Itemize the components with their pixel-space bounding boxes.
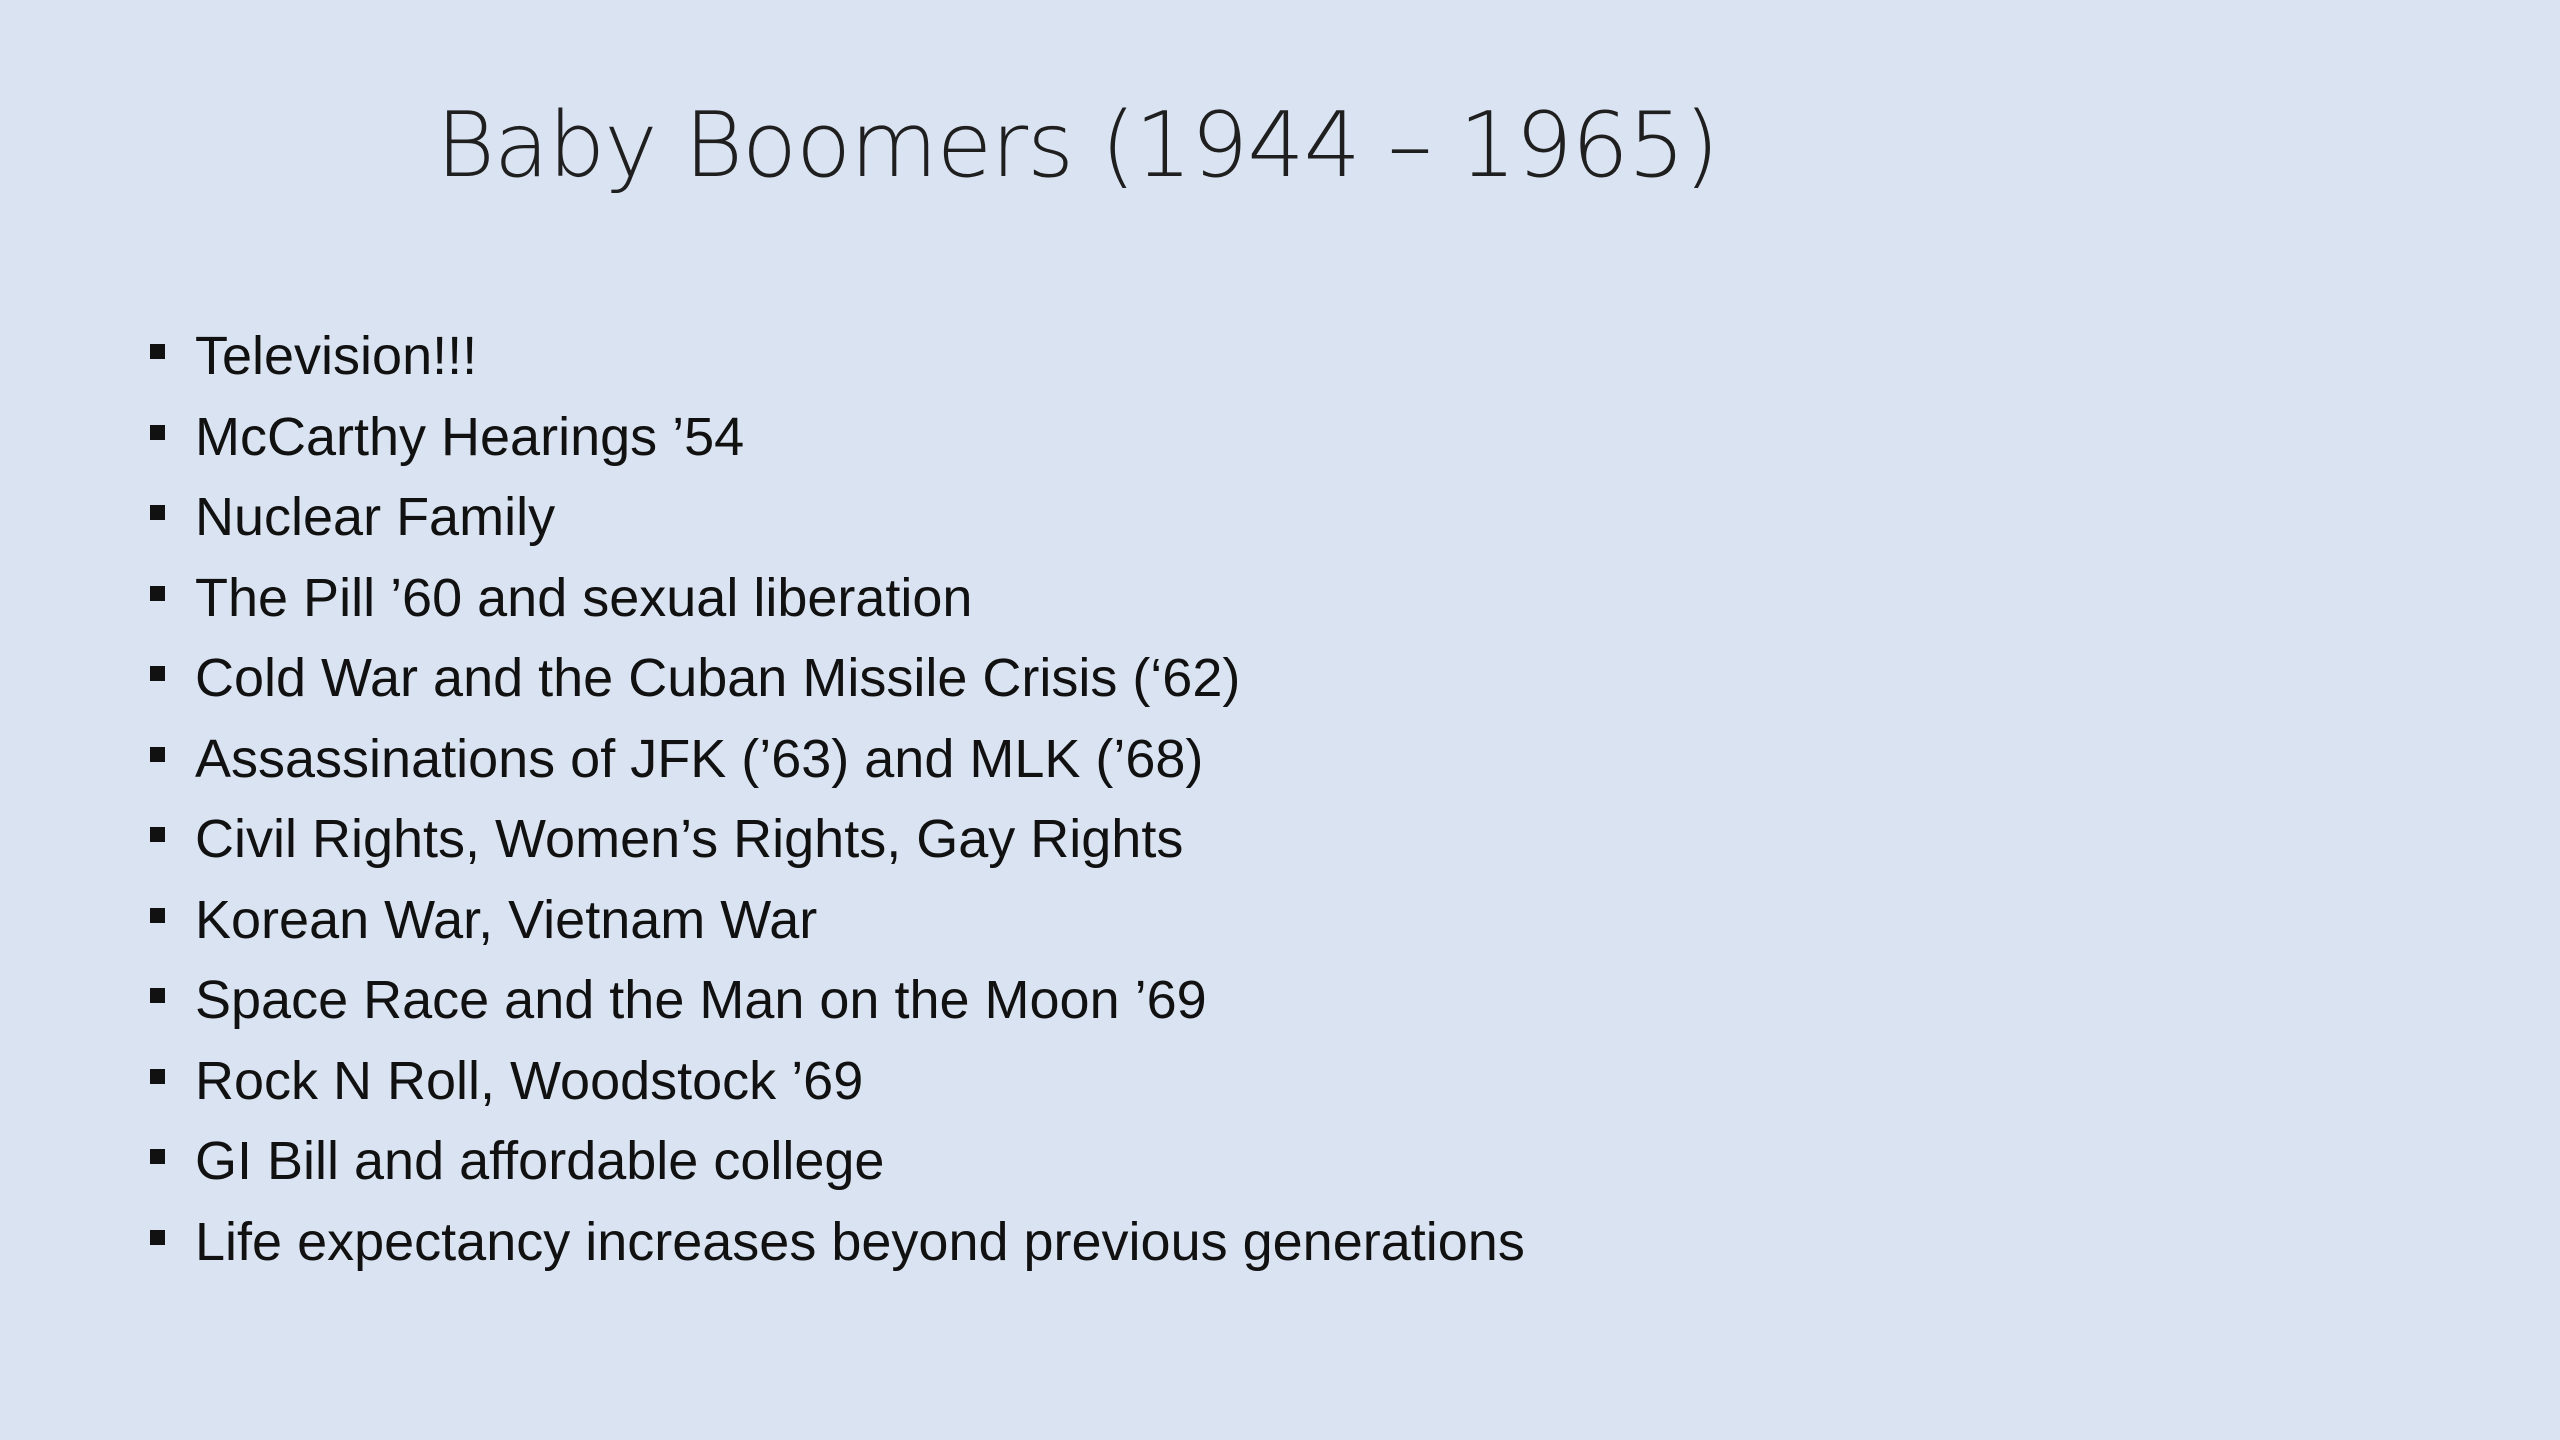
square-bullet-icon bbox=[150, 586, 165, 601]
bullet-text: McCarthy Hearings ’54 bbox=[195, 406, 745, 467]
list-item bbox=[150, 1041, 1525, 1122]
square-bullet-icon bbox=[150, 1230, 165, 1245]
square-bullet-icon bbox=[150, 344, 165, 359]
list-item bbox=[150, 316, 1525, 397]
bullet-text: Korean War, Vietnam War bbox=[195, 889, 818, 950]
list-item bbox=[150, 638, 1525, 719]
bullet-text: Life expectancy increases beyond previous generations bbox=[195, 1211, 1525, 1272]
square-bullet-icon bbox=[150, 908, 165, 923]
square-bullet-icon bbox=[150, 827, 165, 842]
list-item bbox=[150, 558, 1525, 639]
bullet-text: GI Bill and affordable college bbox=[195, 1131, 885, 1191]
list-item bbox=[150, 880, 1525, 961]
slide-title: Baby Boomers (1944 – 1965) bbox=[436, 93, 1719, 198]
bullet-text: The Pill ’60 and sexual liberation bbox=[195, 567, 973, 628]
square-bullet-icon bbox=[150, 747, 165, 762]
bullet-list bbox=[150, 316, 1525, 1282]
square-bullet-icon bbox=[150, 1069, 165, 1084]
bullet-text: Assassinations of JFK (’63) and MLK (’68) bbox=[195, 728, 1204, 789]
square-bullet-icon bbox=[150, 988, 165, 1003]
list-item bbox=[150, 1202, 1525, 1283]
square-bullet-icon bbox=[150, 425, 165, 440]
bullet-text: Cold War and the Cuban Missile Crisis (‘62) bbox=[195, 648, 1241, 708]
list-item bbox=[150, 719, 1525, 800]
square-bullet-icon bbox=[150, 1149, 165, 1164]
bullet-text: Nuclear Family bbox=[195, 487, 556, 547]
bullet-text: Civil Rights, Women’s Rights, Gay Rights bbox=[195, 809, 1184, 869]
list-item bbox=[150, 397, 1525, 478]
bullet-text: Rock N Roll, Woodstock ’69 bbox=[195, 1050, 864, 1111]
list-item bbox=[150, 477, 1525, 558]
list-item bbox=[150, 799, 1525, 880]
square-bullet-icon bbox=[150, 505, 165, 520]
square-bullet-icon bbox=[150, 666, 165, 681]
bullet-text: Television!!! bbox=[195, 326, 478, 386]
list-item bbox=[150, 1121, 1525, 1202]
list-item bbox=[150, 960, 1525, 1041]
bullet-text: Space Race and the Man on the Moon ’69 bbox=[195, 970, 1207, 1030]
